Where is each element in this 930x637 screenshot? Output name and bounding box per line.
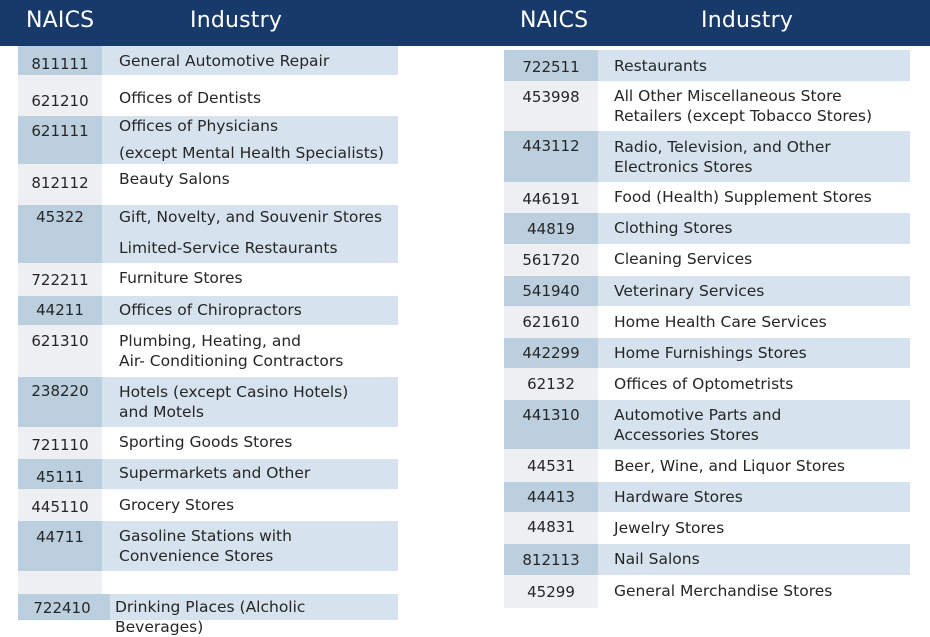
industry-name: Grocery Stores: [119, 496, 235, 514]
naics-code: 453998: [522, 88, 580, 106]
industry-name: Beauty Salons: [119, 170, 230, 188]
industry-name: Automotive Parts and Accessories Stores: [614, 406, 782, 444]
naics-code: 446191: [522, 190, 580, 208]
left-industry-header: Industry: [190, 8, 283, 33]
naics-code: 442299: [522, 344, 580, 362]
naics-code: 44711: [36, 528, 84, 546]
industry-name: Food (Health) Supplement Stores: [614, 188, 872, 206]
naics-code: 812113: [522, 551, 580, 569]
table-row: [504, 244, 910, 276]
industry-name: General Merchandise Stores: [614, 582, 833, 600]
table-row: [504, 306, 910, 338]
table-row: [504, 544, 910, 575]
industry-name: Jewelry Stores: [614, 519, 725, 537]
industry-name: Veterinary Services: [614, 282, 765, 300]
right-naics-header: NAICS: [520, 8, 589, 33]
table-row: [18, 75, 398, 116]
industry-name-continued: Limited-Service Restaurants: [119, 239, 338, 257]
table-row: [18, 263, 398, 296]
naics-code: 44211: [36, 301, 84, 319]
industry-name: Offices of Dentists: [119, 89, 262, 107]
table-row: [18, 521, 398, 571]
naics-code: 811111: [31, 55, 89, 73]
table-row: [18, 296, 398, 325]
table-row: [504, 512, 910, 544]
industry-name: General Automotive Repair: [119, 52, 330, 70]
table-row: [504, 131, 910, 182]
table-row: [18, 164, 398, 205]
naics-code: 621610: [522, 313, 580, 331]
industry-name: Gasoline Stations with Convenience Stores: [119, 527, 292, 565]
naics-code: 561720: [522, 251, 580, 269]
industry-name: Clothing Stores: [614, 219, 733, 237]
table-row: [504, 213, 910, 244]
industry-name: Radio, Television, and Other Electronics Stores: [614, 138, 831, 176]
table-row: [504, 81, 910, 131]
naics-code: 621310: [31, 332, 89, 350]
naics-code: 722511: [522, 58, 580, 76]
right-industry-header: Industry: [701, 8, 794, 33]
industry-name: Restaurants: [614, 57, 707, 75]
table-row: [504, 338, 910, 368]
industry-name: Home Furnishings Stores: [614, 344, 807, 362]
table-row-empty: [18, 571, 398, 594]
table-row: [18, 427, 398, 459]
industry-name: Cleaning Services: [614, 250, 753, 268]
table-row: [504, 449, 910, 482]
naics-code: 441310: [522, 406, 580, 424]
table-row: [504, 400, 910, 449]
naics-code: 44819: [527, 220, 575, 238]
naics-code: 44413: [527, 488, 575, 506]
table-row: [18, 377, 398, 427]
naics-code: 44831: [527, 518, 575, 536]
table-row: [18, 325, 398, 377]
industry-name: Supermarkets and Other: [119, 464, 311, 482]
industry-name: Gift, Novelty, and Souvenir Stores: [119, 208, 383, 226]
table-row: [18, 489, 398, 521]
naics-code: 722211: [31, 271, 89, 289]
naics-code: 621210: [31, 92, 89, 110]
industry-name: Hotels (except Casino Hotels) and Motels: [119, 383, 349, 421]
naics-code: 45111: [36, 468, 84, 486]
table-row: [18, 594, 398, 636]
table-row: [504, 276, 910, 306]
table-row: [504, 368, 910, 400]
industry-name: Offices of Physicians: [119, 117, 279, 135]
table-row: [18, 46, 398, 75]
left-naics-header: NAICS: [26, 8, 95, 33]
naics-code: 812112: [31, 174, 89, 192]
table-row: [18, 116, 398, 164]
naics-code: 238220: [31, 382, 89, 400]
industry-name: Plumbing, Heating, and Air- Conditioning Contractors: [119, 332, 344, 370]
table-row: [18, 205, 398, 263]
industry-name: Hardware Stores: [614, 488, 743, 506]
naics-code: 44531: [527, 457, 575, 475]
naics-code: 721110: [31, 436, 89, 454]
industry-name: Nail Salons: [614, 550, 700, 568]
table-row: [18, 459, 398, 489]
table-row: [504, 575, 910, 608]
naics-code: 541940: [522, 282, 580, 300]
industry-name: Sporting Goods Stores: [119, 433, 293, 451]
table-row: [504, 50, 910, 81]
naics-code: 722410: [33, 599, 91, 617]
industry-name: Furniture Stores: [119, 269, 243, 287]
naics-code: 45299: [527, 583, 575, 601]
industry-name: Offices of Chiropractors: [119, 301, 302, 319]
table-row: [504, 182, 910, 213]
naics-code: 45322: [36, 208, 84, 226]
industry-name: Offices of Optometrists: [614, 375, 794, 393]
table-header-bar: [0, 0, 930, 46]
industry-name-continued: (except Mental Health Specialists): [119, 144, 384, 162]
naics-code: 621111: [31, 122, 89, 140]
naics-code: 443112: [522, 137, 580, 155]
industry-name: Drinking Places (Alcholic Beverages): [115, 598, 306, 636]
naics-code: 445110: [31, 498, 89, 516]
industry-name: All Other Miscellaneous Store Retailers (except Tobacco Stores): [614, 87, 873, 125]
industry-name: Home Health Care Services: [614, 313, 827, 331]
industry-name: Beer, Wine, and Liquor Stores: [614, 457, 845, 475]
table-row: [504, 482, 910, 512]
naics-code: 62132: [527, 375, 575, 393]
